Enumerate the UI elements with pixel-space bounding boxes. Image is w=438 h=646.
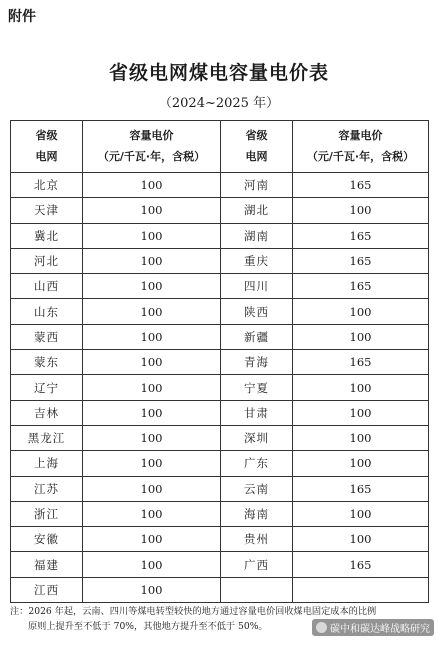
capacity-price-table bbox=[10, 120, 429, 603]
price-right: 165 bbox=[293, 476, 429, 501]
price-right: 165 bbox=[293, 274, 429, 299]
table-row bbox=[11, 501, 429, 526]
table-row bbox=[11, 223, 429, 248]
price-right: 165 bbox=[293, 248, 429, 273]
table-row bbox=[11, 400, 429, 425]
grid-name-right: 深圳 bbox=[221, 425, 293, 450]
grid-name-left: 河北 bbox=[11, 248, 83, 273]
price-left: 100 bbox=[83, 248, 221, 273]
source-watermark bbox=[312, 619, 434, 636]
grid-name-right: 陕西 bbox=[221, 299, 293, 324]
price-left: 100 bbox=[83, 400, 221, 425]
table-header-row bbox=[11, 121, 429, 173]
price-right: 100 bbox=[293, 299, 429, 324]
grid-name-right: 河南 bbox=[221, 173, 293, 198]
grid-name-left: 江西 bbox=[11, 577, 83, 602]
grid-name-right: 甘肃 bbox=[221, 400, 293, 425]
grid-name-left: 北京 bbox=[11, 173, 83, 198]
page-title: 省级电网煤电容量电价表 bbox=[108, 62, 329, 84]
header-price-right-line2: （元/千瓦·年，含税） bbox=[306, 149, 415, 163]
table-row bbox=[11, 577, 429, 602]
grid-name-left: 上海 bbox=[11, 451, 83, 476]
grid-name-left: 天津 bbox=[11, 198, 83, 223]
header-grid-left-line2: 电网 bbox=[35, 149, 58, 163]
header-price-right-line1: 容量电价 bbox=[338, 128, 383, 142]
grid-name-left: 山东 bbox=[11, 299, 83, 324]
page-subtitle: （2024~2025 年） bbox=[158, 96, 280, 111]
price-right: 100 bbox=[293, 425, 429, 450]
price-right bbox=[293, 577, 429, 602]
table-row bbox=[11, 476, 429, 501]
grid-name-left: 蒙东 bbox=[11, 350, 83, 375]
price-left: 100 bbox=[83, 552, 221, 577]
table-row bbox=[11, 274, 429, 299]
price-left: 100 bbox=[83, 476, 221, 501]
grid-name-right: 湖北 bbox=[221, 198, 293, 223]
table-row bbox=[11, 425, 429, 450]
table-row bbox=[11, 324, 429, 349]
header-grid-left-line1: 省级 bbox=[35, 128, 58, 142]
price-left: 100 bbox=[83, 299, 221, 324]
price-left: 100 bbox=[83, 173, 221, 198]
price-left: 100 bbox=[83, 527, 221, 552]
price-left: 100 bbox=[83, 451, 221, 476]
grid-name-left: 山西 bbox=[11, 274, 83, 299]
table-row bbox=[11, 552, 429, 577]
watermark-text: 碳中和碳达峰战略研究 bbox=[330, 624, 430, 635]
table-row bbox=[11, 375, 429, 400]
table-row bbox=[11, 350, 429, 375]
price-right: 100 bbox=[293, 324, 429, 349]
grid-name-right bbox=[221, 577, 293, 602]
price-right: 100 bbox=[293, 451, 429, 476]
grid-name-left: 蒙西 bbox=[11, 324, 83, 349]
grid-name-right: 重庆 bbox=[221, 248, 293, 273]
grid-name-right: 云南 bbox=[221, 476, 293, 501]
price-right: 100 bbox=[293, 198, 429, 223]
table-row bbox=[11, 527, 429, 552]
table-row bbox=[11, 451, 429, 476]
price-left: 100 bbox=[83, 324, 221, 349]
grid-name-left: 吉林 bbox=[11, 400, 83, 425]
price-right: 165 bbox=[293, 552, 429, 577]
price-right: 165 bbox=[293, 173, 429, 198]
header-grid-right-line1: 省级 bbox=[245, 128, 268, 142]
price-left: 100 bbox=[83, 350, 221, 375]
grid-name-left: 浙江 bbox=[11, 501, 83, 526]
price-right: 100 bbox=[293, 400, 429, 425]
table-row bbox=[11, 173, 429, 198]
price-right: 100 bbox=[293, 375, 429, 400]
grid-name-left: 辽宁 bbox=[11, 375, 83, 400]
price-left: 100 bbox=[83, 375, 221, 400]
grid-name-right: 广西 bbox=[221, 552, 293, 577]
attachment-label: 附件 bbox=[8, 9, 36, 25]
grid-name-right: 海南 bbox=[221, 501, 293, 526]
header-price-left-line1: 容量电价 bbox=[129, 128, 174, 142]
grid-name-left: 冀北 bbox=[11, 223, 83, 248]
price-left: 100 bbox=[83, 274, 221, 299]
footnote-line1: 注：2026 年起，云南、四川等煤电转型较快的地方通过容量电价回收煤电固定成本的比例 bbox=[10, 606, 377, 617]
header-price-left bbox=[83, 121, 221, 173]
header-grid-right-line2: 电网 bbox=[245, 149, 268, 163]
price-left: 100 bbox=[83, 223, 221, 248]
header-grid-left bbox=[11, 121, 83, 173]
grid-name-left: 江苏 bbox=[11, 476, 83, 501]
price-right: 100 bbox=[293, 527, 429, 552]
grid-name-right: 湖南 bbox=[221, 223, 293, 248]
grid-name-right: 贵州 bbox=[221, 527, 293, 552]
header-grid-right bbox=[221, 121, 293, 173]
grid-name-left: 黑龙江 bbox=[11, 425, 83, 450]
header-price-left-line2: （元/千瓦·年，含税） bbox=[97, 149, 206, 163]
price-left: 100 bbox=[83, 577, 221, 602]
grid-name-right: 青海 bbox=[221, 350, 293, 375]
price-right: 165 bbox=[293, 350, 429, 375]
grid-name-left: 福建 bbox=[11, 552, 83, 577]
grid-name-right: 广东 bbox=[221, 451, 293, 476]
header-price-right bbox=[293, 121, 429, 173]
price-left: 100 bbox=[83, 501, 221, 526]
price-left: 100 bbox=[83, 198, 221, 223]
table-row bbox=[11, 299, 429, 324]
price-right: 165 bbox=[293, 223, 429, 248]
grid-name-left: 安徽 bbox=[11, 527, 83, 552]
wechat-icon bbox=[316, 622, 327, 633]
price-right: 100 bbox=[293, 501, 429, 526]
footnote-line2: 原则上提升至不低于 70%，其他地方提升至不低于 50%。 bbox=[28, 621, 268, 632]
table-row bbox=[11, 248, 429, 273]
grid-name-right: 四川 bbox=[221, 274, 293, 299]
table-row bbox=[11, 198, 429, 223]
grid-name-right: 宁夏 bbox=[221, 375, 293, 400]
grid-name-right: 新疆 bbox=[221, 324, 293, 349]
price-left: 100 bbox=[83, 425, 221, 450]
